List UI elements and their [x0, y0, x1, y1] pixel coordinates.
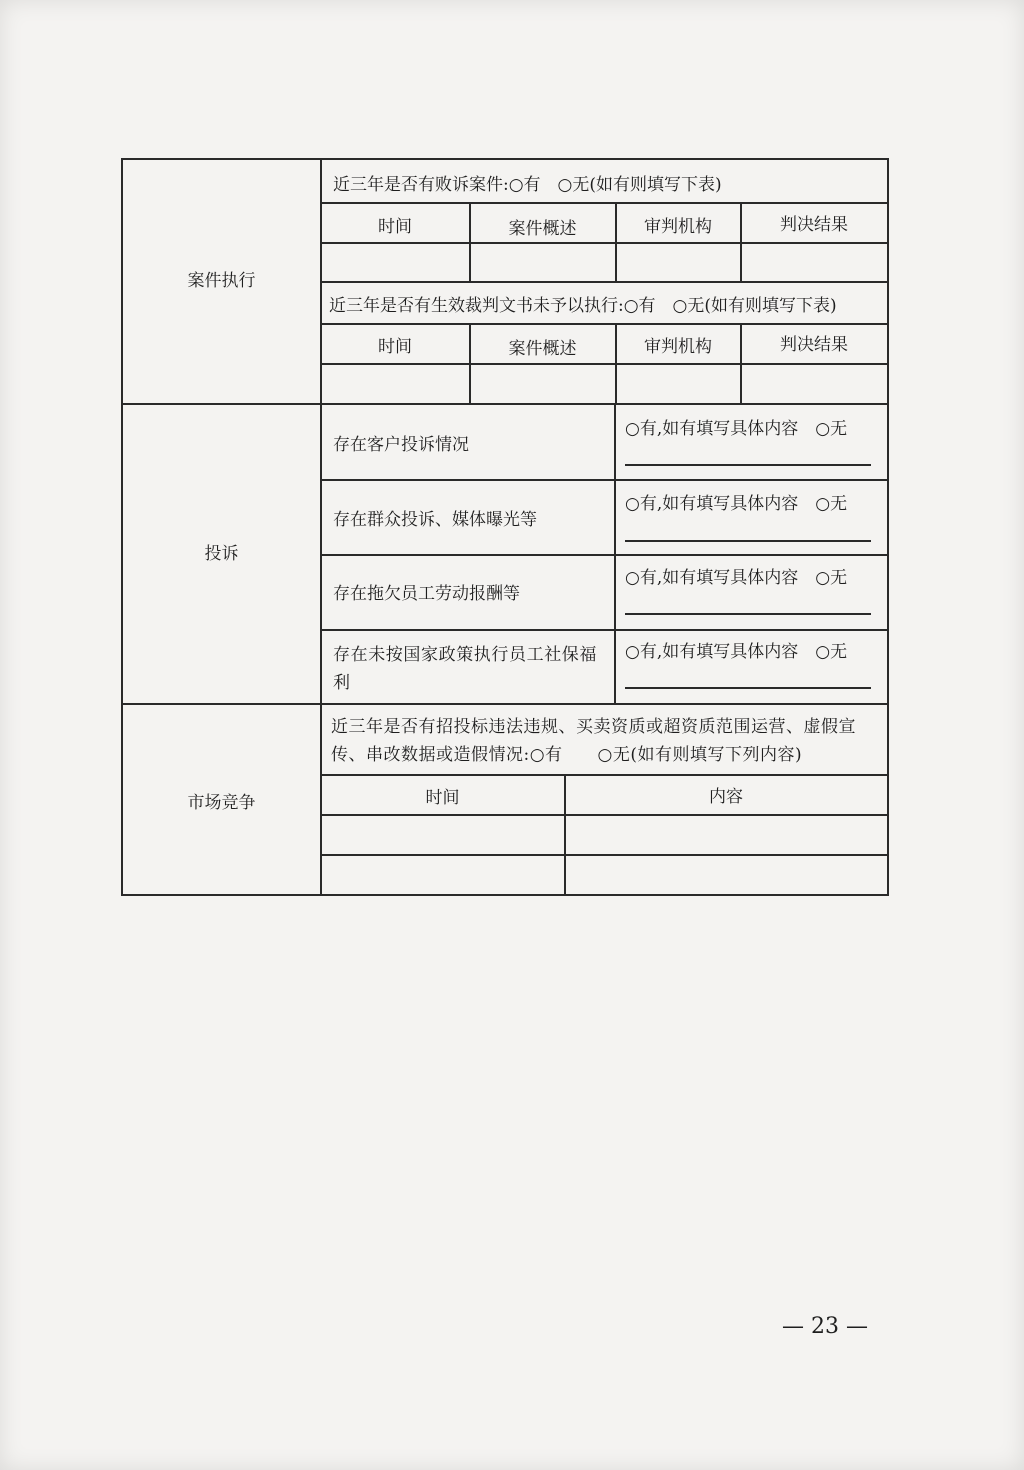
- complaint-item-option[interactable]: ○有,如有填写具体内容 ○无: [625, 642, 848, 662]
- complaint-item-option[interactable]: ○有,如有填写具体内容 ○无: [625, 419, 848, 439]
- col-header-time: 时间: [378, 337, 412, 357]
- col-header-time: 时间: [425, 788, 460, 808]
- fill-in-line[interactable]: [625, 687, 871, 689]
- col-header-case-summary: 案件概述: [508, 339, 577, 359]
- complaint-item-label: 存在群众投诉、媒体曝光等: [333, 510, 537, 530]
- col-header-content: 内容: [709, 787, 743, 807]
- evaluation-form-table: [121, 158, 889, 896]
- fill-in-line[interactable]: [625, 464, 871, 466]
- unexecuted-judgment-question: 近三年是否有生效裁判文书未予以执行:○有 ○无(如有则填写下表): [329, 296, 837, 316]
- section-label-complaints: 投诉: [204, 544, 239, 564]
- complaint-item-option[interactable]: ○有,如有填写具体内容 ○无: [625, 568, 848, 588]
- col-header-court: 审判机构: [644, 217, 712, 237]
- col-header-judgment: 判决结果: [780, 215, 848, 235]
- fill-in-line[interactable]: [625, 540, 871, 542]
- section-label-market-competition: 市场竞争: [187, 793, 256, 813]
- col-header-case-summary: 案件概述: [508, 219, 577, 239]
- col-header-time: 时间: [378, 217, 412, 237]
- fill-in-line[interactable]: [625, 613, 871, 615]
- complaint-item-label: 存在拖欠员工劳动报酬等: [333, 584, 520, 604]
- col-header-judgment: 判决结果: [780, 335, 848, 355]
- complaint-item-option[interactable]: ○有,如有填写具体内容 ○无: [625, 494, 848, 514]
- section-label-case-execution: 案件执行: [187, 271, 256, 291]
- page-number: — 23 —: [782, 1314, 868, 1339]
- complaint-item-label: 存在未按国家政策执行员工社保福利: [333, 645, 597, 693]
- case-lost-question: 近三年是否有败诉案件:○有 ○无(如有则填写下表): [333, 175, 722, 195]
- col-header-court: 审判机构: [644, 337, 712, 357]
- market-question: 近三年是否有招投标违法违规、买卖资质或超资质范围运营、虚假宣传、串改数据或造假情况:○有 ○无(如有则填写下列内容): [331, 717, 856, 765]
- complaint-item-label: 存在客户投诉情况: [333, 435, 469, 455]
